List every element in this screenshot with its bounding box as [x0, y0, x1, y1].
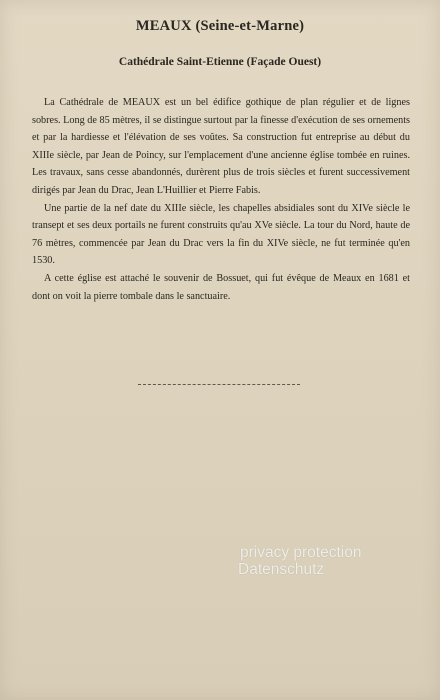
document-title: MEAUX (Seine-et-Marne)	[135, 18, 305, 34]
body-text	[32, 94, 410, 305]
watermark-line-1: privacy protection	[240, 544, 362, 561]
privacy-watermark	[190, 544, 440, 578]
paragraph-1: La Cathédrale de MEAUX est un bel édifice gothique de plan régulier et de lignes sobres. Long de 85 mètres, il se distingue surtout par la finesse d'exécution de ses ornements et par la hardiesse et l'élévation de ses voûtes. Sa construction fut entreprise au début du XIIIe siècle, par Jean de Poincy, sur l'emplacement d'une ancienne église tombée en ruines. Les travaux, sans cesse abandonnés, durèrent plus de trois siècles et furent successivement dirigés par Jean du Drac, Jean L'Huillier et Pierre Fabis.	[32, 97, 410, 196]
watermark-line-2: Datenschutz	[238, 561, 325, 578]
document-subtitle: Cathédrale Saint-Etienne (Façade Ouest)	[118, 56, 322, 68]
paragraph-3: A cette église est attaché le souvenir de Bossuet, qui fut évêque de Meaux en 1681 et dont on voit la pierre tombale dans le sanctuaire.	[32, 272, 410, 302]
paragraph-2: Une partie de la nef date du XIIIe siècle, les chapelles absidiales sont du XIVe siècle le transept et ses deux portails ne furent construits qu'au XVe siècle. La tour du Nord, haute de 76 mètres, commencée par Jean du Drac vers la fin du XIVe siècle, ne fut terminée qu'en 1530.	[32, 202, 410, 267]
divider-rule	[138, 384, 300, 385]
